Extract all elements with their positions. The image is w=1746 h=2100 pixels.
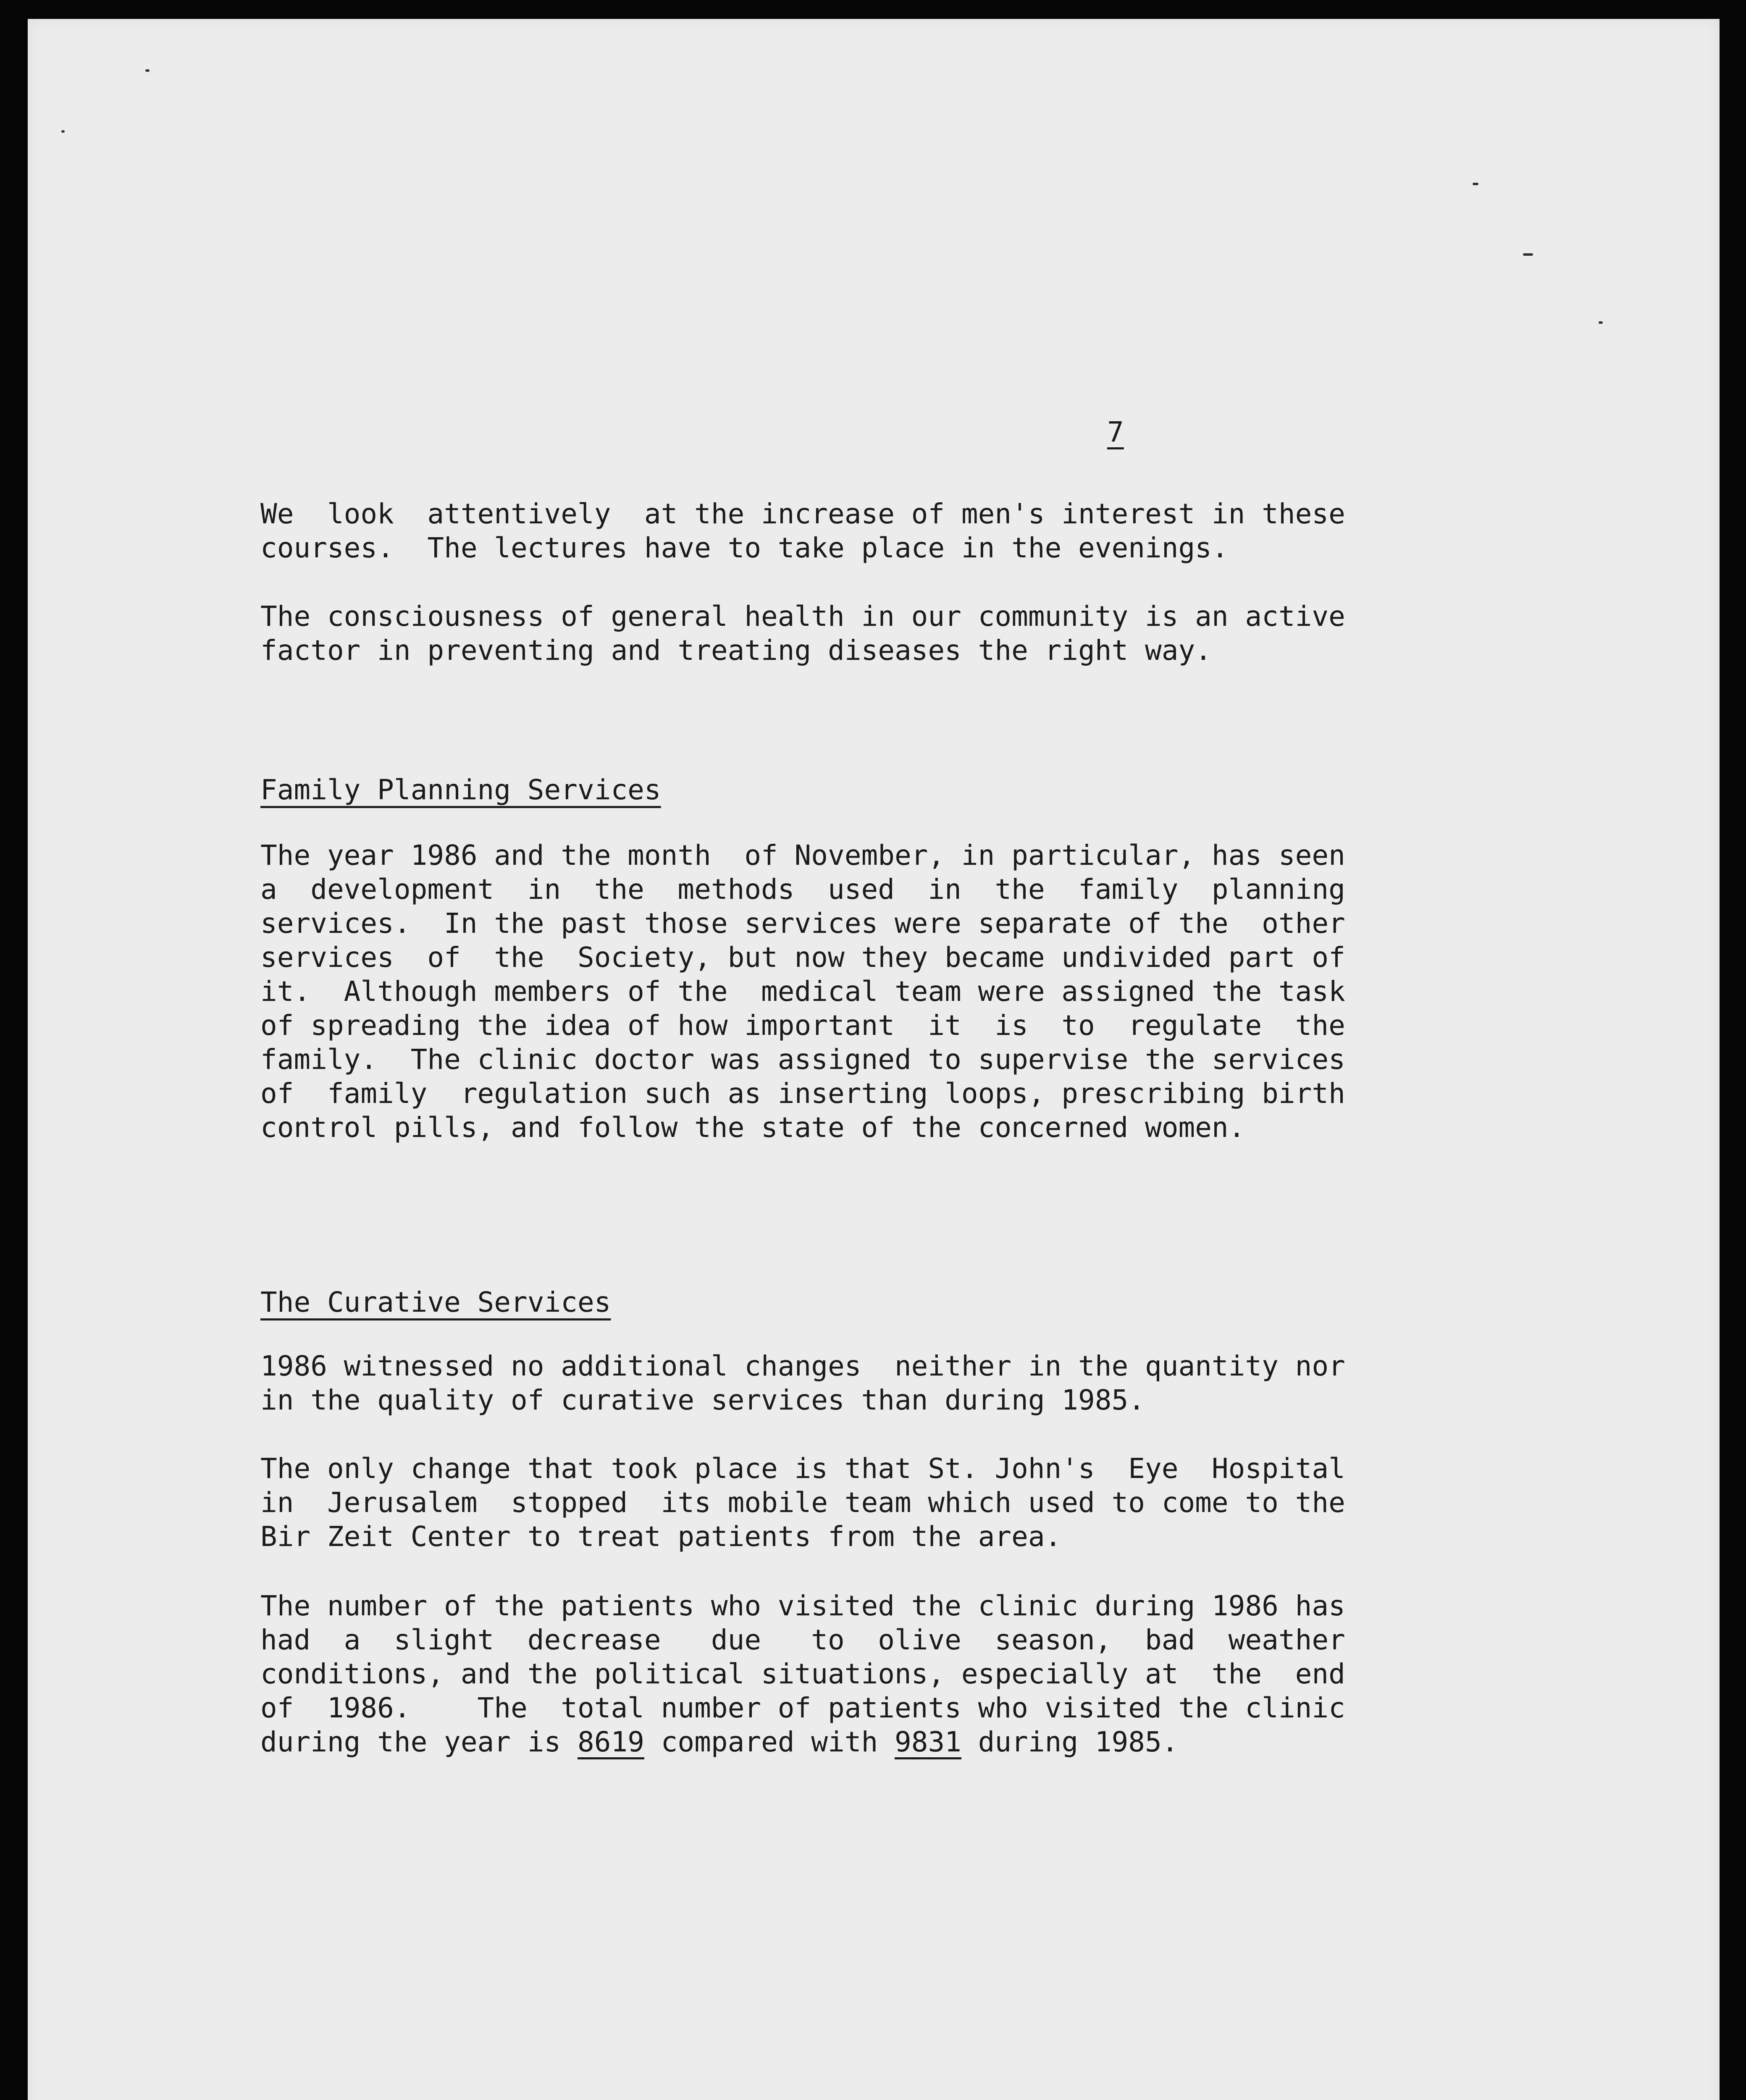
text-line: a development in the methods used in the family planning <box>260 873 1345 906</box>
text-line: factor in preventing and treating diseases the right way. <box>260 634 1212 667</box>
text-line-part: compared with <box>644 1726 895 1758</box>
text-line: control pills, and follow the state of the concerned women. <box>260 1111 1245 1144</box>
paper-speck <box>1523 253 1533 256</box>
text-line-part: during the year is <box>260 1726 578 1758</box>
paper-speck <box>145 69 150 72</box>
text-line: of family regulation such as inserting loops, prescribing birth <box>260 1077 1345 1110</box>
paper-speck <box>1473 183 1478 185</box>
text-line: of spreading the idea of how important it is to regulate the <box>260 1009 1345 1042</box>
page-number: 7 <box>1107 416 1124 448</box>
text-line: family. The clinic doctor was assigned to supervise the services <box>260 1043 1345 1076</box>
text-line: had a slight decrease due to olive season, bad weather <box>260 1624 1345 1656</box>
text-line: We look attentively at the increase of men's interest in these <box>260 498 1345 530</box>
curative-paragraph-3 <box>260 1589 1345 1759</box>
intro-paragraph-2 <box>260 599 1345 667</box>
text-line: in Jerusalem stopped its mobile team which used to come to the <box>260 1486 1345 1519</box>
curative-paragraph-2 <box>260 1452 1345 1554</box>
text-line: courses. The lectures have to take place in the evenings. <box>260 532 1229 564</box>
paper-speck <box>1599 321 1603 324</box>
text-line: The only change that took place is that St. John's Eye Hospital <box>260 1452 1345 1485</box>
text-line: The year 1986 and the month of November, in particular, has seen <box>260 839 1345 872</box>
family-planning-paragraph <box>260 838 1345 1144</box>
section-heading-curative: The Curative Services <box>260 1286 611 1318</box>
text-line: 1986 witnessed no additional changes neither in the quantity nor <box>260 1350 1345 1382</box>
text-line: Bir Zeit Center to treat patients from the area. <box>260 1520 1062 1553</box>
patient-count-1986: 8619 <box>577 1726 644 1758</box>
text-line: in the quality of curative services than during 1985. <box>260 1384 1145 1416</box>
text-line: The consciousness of general health in our community is an active <box>260 600 1345 633</box>
intro-paragraph-1 <box>260 497 1345 565</box>
text-line-part: during 1985. <box>961 1726 1179 1758</box>
curative-paragraph-1 <box>260 1349 1345 1417</box>
text-line: services of the Society, but now they became undivided part of <box>260 941 1345 974</box>
section-heading-family-planning: Family Planning Services <box>260 774 661 806</box>
text-line: services. In the past those services were separate of the other <box>260 907 1345 940</box>
patient-count-1985: 9831 <box>894 1726 961 1758</box>
paper-speck <box>61 130 65 133</box>
text-line: The number of the patients who visited the clinic during 1986 has <box>260 1590 1345 1622</box>
text-line: it. Although members of the medical team were assigned the task <box>260 975 1345 1008</box>
text-line: conditions, and the political situations, especially at the end <box>260 1658 1345 1690</box>
text-line: of 1986. The total number of patients who visited the clinic <box>260 1692 1345 1724</box>
